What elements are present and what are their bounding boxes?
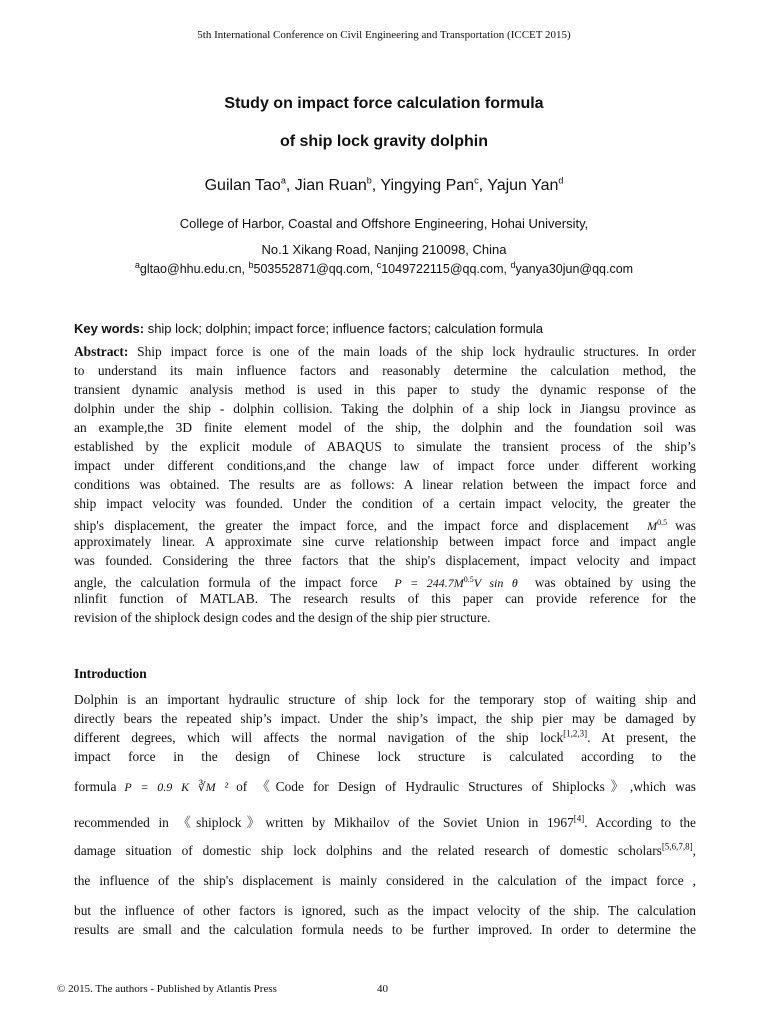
paper-title-line-2: of ship lock gravity dolphin: [279, 133, 488, 150]
intro-line: impact force in the design of Chinese lock structure is calculated according to the: [74, 749, 696, 764]
paper-title-line-1: Study on impact force calculation formula: [224, 95, 544, 112]
citation[interactable]: [4]: [573, 813, 585, 824]
abstract-line: was founded. Considering the three factors that the ship's displacement, impact velocity and impact: [74, 553, 696, 568]
author-sup: b: [366, 175, 372, 186]
email-link[interactable]: 1049722115@qq.com,: [381, 262, 511, 276]
abstract-line: dolphin under the ship - dolphin collision. Taking the dolphin of a ship lock in Jiangsu province as: [74, 401, 696, 416]
intro-line: directly bears the repeated ship’s impact. Under the ship’s impact, the ship pier may be damaged by: [74, 711, 696, 726]
keywords-label: Key words:: [74, 321, 145, 336]
email-link[interactable]: yanya30jun@qq.com: [515, 262, 634, 276]
section-heading-introduction: Introduction: [74, 666, 147, 681]
abstract-line: established by the explicit module of ABAQUS to simulate the transient process of the ship’s: [74, 439, 696, 454]
email-sup: b: [248, 259, 254, 270]
abstract-line: impact under different conditions,and the change law of impact force under different working: [74, 458, 696, 473]
author-name: Yingying Pan: [380, 177, 475, 194]
affiliation-line-2: No.1 Xikang Road, Nanjing 210098, China: [261, 242, 507, 257]
abstract-line: Abstract: Ship impact force is one of the main loads of the ship lock hydraulic structures. In order: [74, 344, 696, 359]
abstract-label: Abstract:: [74, 344, 129, 359]
formula-displacement: $M^{0.5}$: [647, 518, 668, 533]
author-sup: a: [280, 175, 286, 186]
affiliation-line-1: College of Harbor, Coastal and Offshore Engineering, Hohai University,: [179, 216, 589, 231]
formula-impact-force: $P = 244.7M^{0.5}V$ sin θ: [394, 575, 518, 590]
citation[interactable]: [5,6,7,8]: [661, 841, 693, 852]
conference-header: 5th International Conference on Civil Engineering and Transportation (ICCET 2015): [197, 29, 571, 41]
author-sup: d: [558, 175, 564, 186]
keywords: [74, 321, 696, 336]
abstract-line: an example,the 3D finite element model of the ship, the dolphin and the foundation soil was: [74, 420, 696, 435]
citation[interactable]: [1,2,3]: [563, 728, 588, 739]
introduction-body: [74, 690, 696, 939]
keywords-text: ship lock; dolphin; impact force; influence factors; calculation formula: [144, 321, 543, 336]
abstract-line: ship's displacement, the greater the impact force, and the impact force and displacement $M^{0.5}$ was: [74, 518, 696, 533]
intro-line: recommended in 《shiplock》written by Mikhailov of the Soviet Union in 1967[4]. According to the: [74, 813, 696, 830]
email-sup: d: [510, 259, 516, 270]
email-link[interactable]: 503552871@qq.com,: [253, 262, 377, 276]
intro-line: formula P = 0.9 K ∛M ² of 《Code for Design of Hydraulic Structures of Shiplocks》,which was: [74, 779, 696, 794]
intro-line: different degrees, which will affects the normal navigation of the ship lock[1,2,3]. At present, the: [74, 728, 696, 745]
abstract-line: ship impact velocity was founded. Under the condition of a certain impact velocity, the greater the: [74, 496, 696, 511]
abstract-line: approximately linear. A approximate sine curve relationship between impact force and impact angle: [74, 534, 696, 549]
author-sup: c: [474, 175, 479, 186]
author-emails: [0, 259, 768, 276]
intro-line: Dolphin is an important hydraulic structure of ship lock for the temporary stop of waiting ship and: [74, 692, 696, 707]
author-name: Yajun Yan: [487, 177, 559, 194]
intro-line: but the influence of other factors is ignored, such as the impact velocity of the ship. The calculation: [74, 903, 696, 918]
intro-line: the influence of the ship's displacement is mainly considered in the calculation of the impact force ,: [74, 873, 696, 888]
intro-line: damage situation of domestic ship lock dolphins and the related research of domestic scholars[5,6,7,8],: [74, 841, 696, 858]
formula-code: P = 0.9 K ∛M ²: [124, 780, 229, 794]
email-sup: c: [376, 259, 382, 270]
abstract-line: revision of the shiplock design codes and the design of the ship pier structure.: [74, 610, 491, 625]
abstract-line: angle, the calculation formula of the impact force $P = 244.7M^{0.5}V$ sin θ was obtained by using the: [74, 575, 696, 590]
abstract: [74, 342, 696, 627]
abstract-line: conditions was obtained. The results are as follows: A linear relation between the impact force and: [74, 477, 696, 492]
email-link[interactable]: gltao@hhu.edu.cn,: [139, 262, 249, 276]
author-name: Guilan Tao: [204, 177, 281, 194]
page-number: 40: [377, 983, 388, 995]
abstract-line: to understand its main influence factors and reasonably determine the calculation method, the: [74, 363, 696, 378]
author-list: Guilan Tao$^a$, Jian Ruan$^b$, Yingying Pan$^c$, Yajun Yan$^d$: [204, 175, 564, 194]
abstract-line: transient dynamic analysis method is used in this paper to study the dynamic response of the: [74, 382, 696, 397]
email-sup: a: [134, 259, 140, 270]
footer-copyright: © 2015. The authors - Published by Atlantis Press: [57, 983, 277, 995]
author-name: Jian Ruan: [294, 177, 367, 194]
abstract-line: nlinfit function of MATLAB. The research results of this paper can provide reference for the: [74, 591, 696, 606]
intro-line: results are small and the calculation formula needs to be further improved. In order to determine the: [74, 922, 696, 937]
